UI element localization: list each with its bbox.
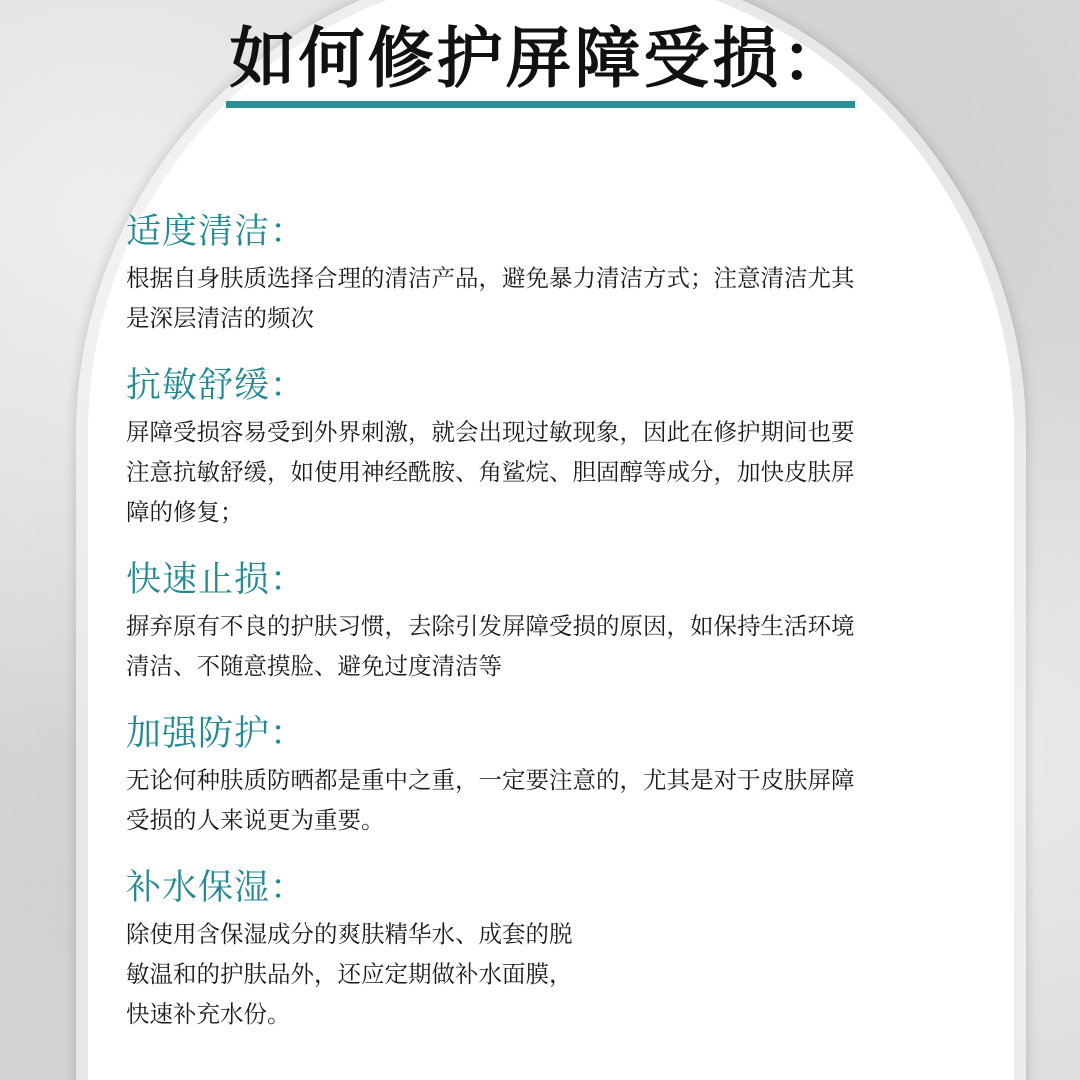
section-body: 除使用含保湿成分的爽肤精华水、成套的脱 敏温和的护肤品外，还应定期做补水面膜， 快速补充水份。 [126,920,573,1028]
section-anti-sensitivity [126,362,976,532]
section-moderate-cleansing [126,208,976,338]
section-stop-damage [126,556,976,686]
tips-list [126,208,976,1034]
section-heading: 加强防护： [126,714,307,754]
section-body: 根据自身肤质选择合理的清洁产品，避免暴力清洁方式；注意清洁尤其 是深层清洁的频次 [126,264,855,332]
section-body: 摒弃原有不良的护肤习惯，去除引发屏障受损的原因，如保持生活环境 清洁、不随意摸脸、避免过度清洁等 [126,612,855,680]
section-heading: 适度清洁： [126,212,307,252]
section-heading: 补水保湿： [126,868,307,908]
section-body: 屏障受损容易受到外界刺激，就会出现过敏现象，因此在修护期间也要 注意抗敏舒缓，如使用神经酰胺、角鲨烷、胆固醇等成分，加快皮肤屏 障的修复； [126,418,855,526]
section-heading: 快速止损： [126,560,307,600]
section-protection [126,710,976,840]
section-body: 无论何种肤质防晒都是重中之重，一定要注意的，尤其是对于皮肤屏障 受损的人来说更为重要。 [126,766,855,834]
section-hydration [126,864,976,1034]
section-heading: 抗敏舒缓： [126,366,307,406]
page-title [0,19,1080,108]
page-title-text: 如何修护屏障受损： [226,22,855,108]
